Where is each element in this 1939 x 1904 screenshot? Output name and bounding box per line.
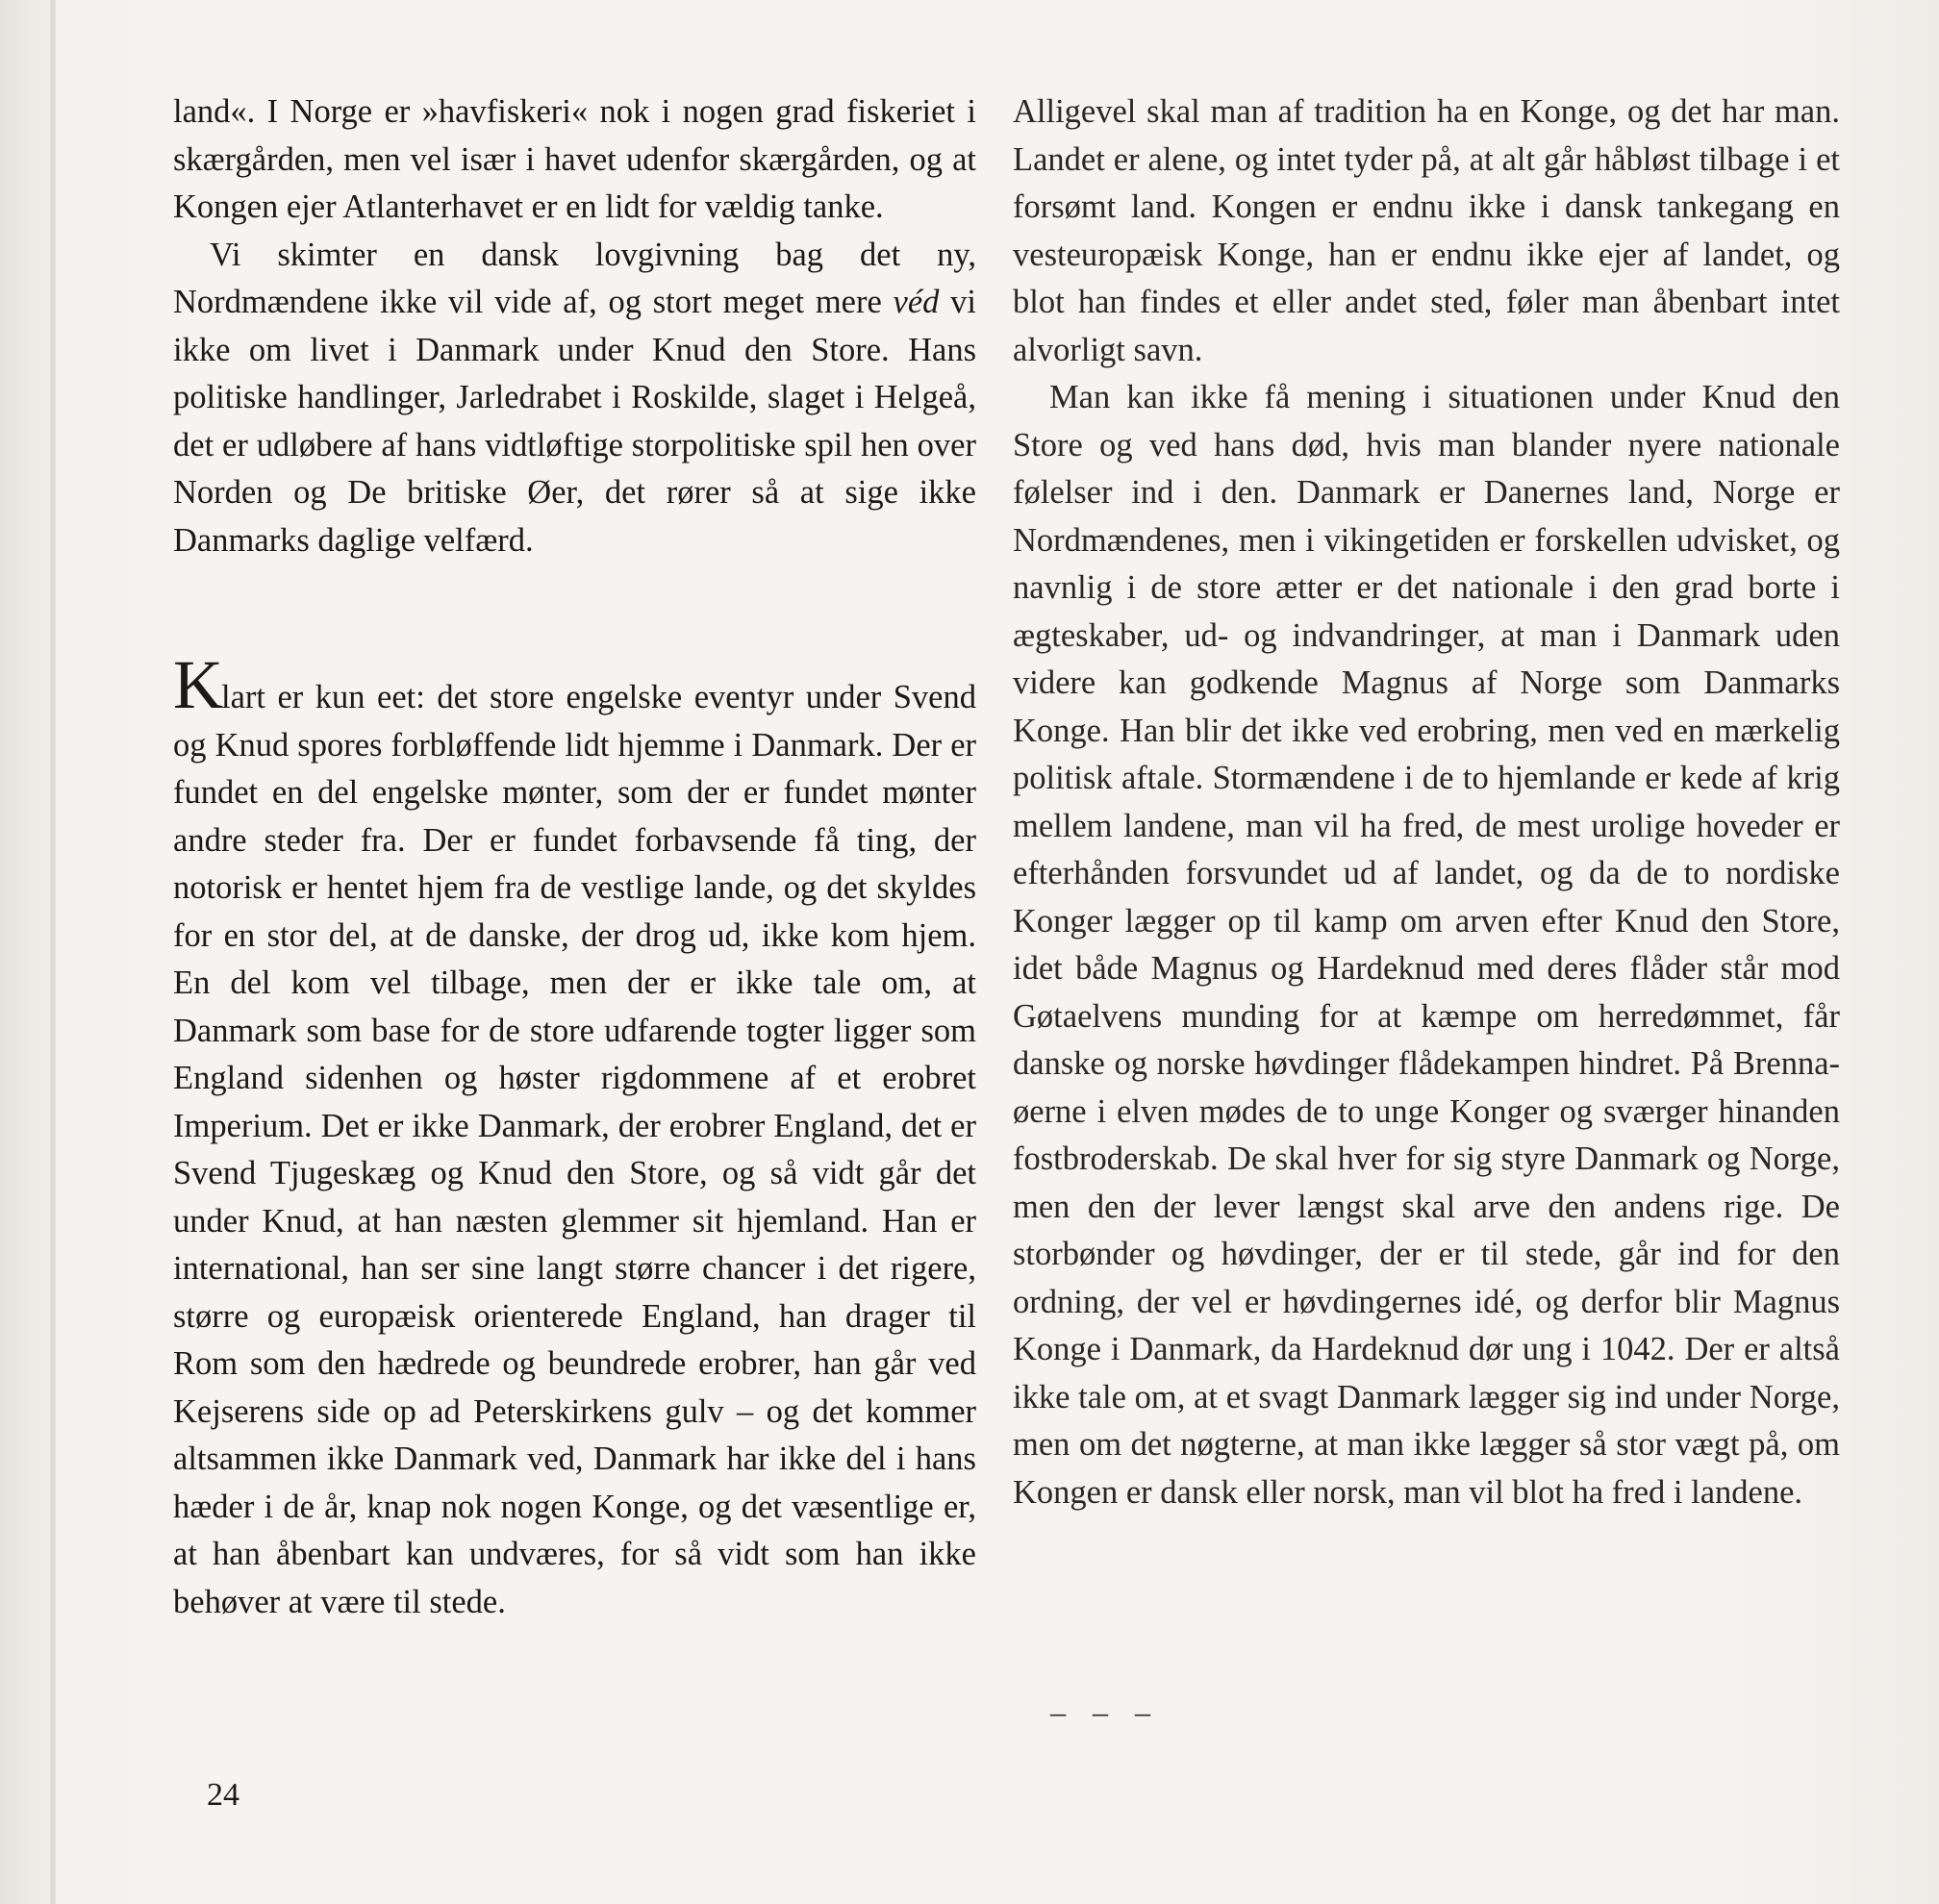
- right-text-column: [1013, 88, 1840, 1516]
- paragraph-lovgivning: [173, 232, 976, 565]
- page-binding-shadow: [50, 0, 56, 1904]
- paragraph-man-kan: Man kan ikke få mening i situationen under Knud den Store og ved hans død, hvis man blander nyere nationale følelser ind i den. Danmark er Danernes land, Norge er Nordmændenes, men i vikingetiden er forskellen udvisket, og navnlig i de store ætter er det nationale i den grad borte i ægteskaber, ud- og indvandringer, at man i Danmark uden videre kan godkende Magnus af Norge som Danmarks Konge. Han blir det ikke ved erobring, men ved en mærkelig politisk aftale. Stormændene i de to hjemlande er kede af krig mellem landene, man vil ha fred, de mest urolige hoveder er efterhånden forsvundet ud af landet, og da de to nordiske Konger lægger op til kamp om arven efter Knud den Store, idet både Magnus og Hardeknud med deres flåder står mod Gøtaelvens munding for at kæmpe om herredømmet, får danske og norske høvdinger flådekampen hindret. På Brenna-øerne i elven mødes de to unge Konger og sværger hinanden fostbroderskab. De skal hver for sig styre Danmark og Norge, men den der lever længst skal arve den andens rige. De storbønder og høvdinger, der er til stede, går ind for den ordning, der vel er høvdingernes idé, og derfor blir Magnus Konge i Danmark, da Hardeknud dør ung i 1042. Der er altså ikke tale om, at et svagt Danmark lægger sig ind under Norge, men om det nøgterne, at man ikke lægger så stor vægt på, om Kongen er dansk eller norsk, man vil blot ha fred i landene.: [1013, 379, 1840, 1511]
- drop-cap: K: [173, 646, 221, 723]
- paragraph-alligevel: Alligevel skal man af tradition ha en Konge, og det har man. Landet er alene, og intet tyder på, at alt går håbløst tilbage i et forsømt land. Kongen er endnu ikke i dansk tankegang en vesteuropæisk Konge, han er endnu ikke ejer af landet, og blot han findes et eller andet sted, føler man åbenbart intet alvorligt savn.: [1013, 93, 1840, 368]
- italic-word: véd: [893, 284, 940, 320]
- paragraph-text: vi ikke om livet i Danmark under Knud den Store. Hans politiske handlinger, Jarledrabet i Roskilde, slaget i Helgeå, det er udløbere af hans vidtløftige storpolitiske spil hen over Norden og De britiske Øer, det rører så at sige ikke Danmarks daglige velfærd.: [173, 284, 976, 559]
- section-gap: [173, 564, 976, 661]
- left-text-column: [173, 88, 976, 1626]
- paragraph-continuation: land«. I Norge er »havfiskeri« nok i nogen grad fiskeriet i skærgården, men vel især i havet udenfor skærgården, og at Kongen ejer Atlanterhavet er en lidt for vældig tanke.: [173, 93, 976, 225]
- paragraph-text: Vi skimter en dansk lovgivning bag det ny, Nordmændene ikke vil vide af, og stort meget mere: [173, 236, 976, 320]
- page-number: 24: [207, 1777, 239, 1813]
- paragraph-klart: [173, 646, 976, 1626]
- section-end-mark: – – –: [1050, 1694, 1160, 1729]
- paragraph-text: lart er kun eet: det store engelske eventyr under Svend og Knud spores forbløffende lidt hjemme i Danmark. Der er fundet en del engelske mønter, som der er fundet mønter andre steder fra. Der er fundet forbavsende få ting, der notorisk er hentet hjem fra de vestlige lande, og det skyldes for en stor del, at de danske, der drog ud, ikke kom hjem. En del kom vel tilbage, men der er ikke tale om, at Danmark som base for de store udfarende togter ligger som England sidenhen og høster rigdommene af et erobret Imperium. Det er ikke Danmark, der erobrer England, det er Svend Tjugeskæg og Knud den Store, og så vidt går det under Knud, at han næsten glemmer sit hjemland. Han er international, han ser sine langt større chancer i det rigere, større og europæisk orienterede England, han drager til Rom som den hædrede og beundrede erobrer, han går ved Kejserens side op ad Peterskirkens gulv – og det kommer altsammen ikke Danmark ved, Danmark har ikke del i hans hæder i de år, knap nok nogen Konge, og det væsentlige er, at han åbenbart kan undværes, for så vidt som han ikke behøver at være til stede.: [173, 679, 976, 1620]
